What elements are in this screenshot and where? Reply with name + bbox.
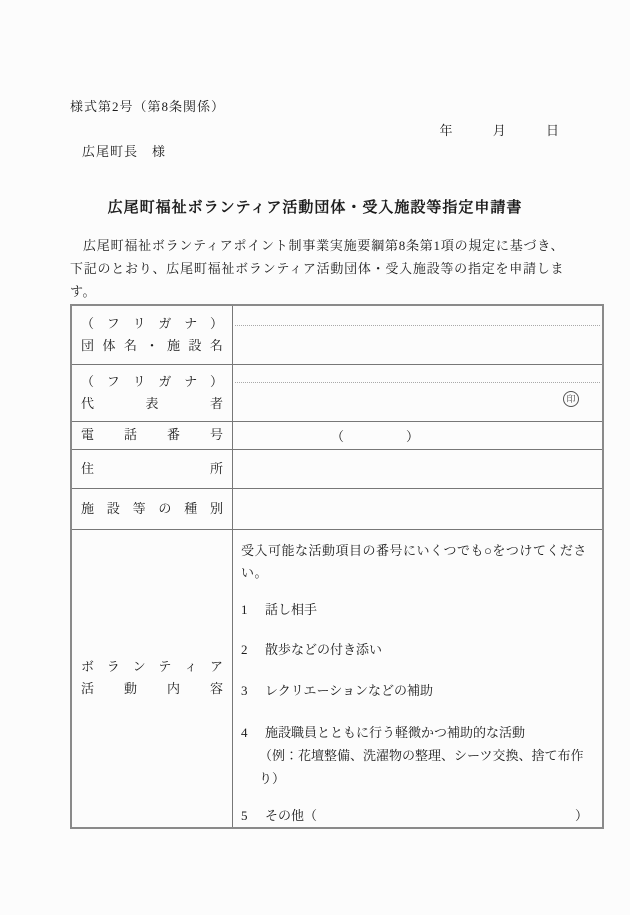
activity-item-number: 5 [241, 807, 248, 823]
form-number: 様式第2号（第8条関係） [70, 99, 226, 114]
date-year-label: 年 [439, 123, 453, 138]
activity-item-number: 2 [241, 641, 248, 657]
facility-type-value-cell [233, 488, 604, 529]
activity-label-line1: ボ ラ ン テ ィ ア [81, 659, 223, 674]
facility-type-label-cell [71, 488, 233, 529]
activity-item [241, 722, 594, 744]
phone-label: 電 話 番 号 [81, 427, 223, 442]
activity-item-text: 施設職員とともに行う軽微かつ補助的な活動 [265, 724, 526, 740]
activity-item-text: 話し相手 [265, 601, 318, 617]
activity-item-example-note: （例：花壇整備、洗濯物の整理、シーツ交換、捨て布作り） [259, 747, 584, 786]
activity-item-text: その他（ [265, 807, 318, 823]
phone-label-cell [71, 421, 233, 449]
document-title: 広尾町福祉ボランティア活動団体・受入施設等指定申請書 [107, 200, 523, 216]
activity-item [241, 805, 594, 827]
representative-label-cell [71, 364, 233, 421]
representative-value-cell [233, 364, 604, 421]
activity-label-line2: 活 動 内 容 [81, 681, 223, 696]
organization-name-label: 団 体 名 ・ 施 設 名 [81, 337, 223, 353]
facility-type-label: 施 設 等 の 種 別 [81, 500, 223, 516]
organization-furigana-label: （ フ リ ガ ナ ） [81, 315, 223, 331]
activity-item [241, 599, 594, 621]
organization-value-cell [233, 305, 604, 364]
addressee: 広尾町長 様 [82, 144, 167, 159]
activity-instruction: 受入可能な活動項目の番号にいくつでも○をつけてください。 [241, 542, 587, 580]
activity-item-number: 1 [241, 601, 248, 617]
application-table [70, 304, 604, 829]
table-row-facility-type [71, 488, 603, 529]
table-row-activity [71, 529, 603, 828]
activity-item [241, 680, 594, 702]
activity-label-cell [71, 529, 233, 828]
furigana-divider-rule [235, 382, 600, 383]
body-paragraph: 広尾町福祉ボランティアポイント制事業実施要綱第8条第1項の規定に基づき、下記のとおり、広尾町福祉ボランティア活動団体・受入施設等の指定を申請します。 [70, 238, 564, 299]
activity-item [241, 639, 594, 661]
date-line [402, 120, 559, 139]
seal-mark-icon: 印 [563, 391, 579, 407]
furigana-divider-rule [235, 325, 600, 326]
activity-item-text: 散歩などの付き添い [265, 641, 383, 657]
address-label: 住 所 [81, 460, 223, 476]
representative-furigana-label: （ フ リ ガ ナ ） [81, 373, 223, 389]
date-day-label: 日 [545, 123, 559, 138]
activity-value-cell [233, 529, 604, 828]
activity-item-close-paren: ） [574, 807, 588, 823]
table-row-address [71, 449, 603, 488]
phone-value-cell [233, 421, 604, 449]
address-label-cell [71, 449, 233, 488]
date-month-label: 月 [492, 123, 506, 138]
organization-label-cell [71, 305, 233, 364]
activity-item-text: レクリエーションなどの補助 [265, 682, 433, 698]
representative-name-label: 代 表 者 [81, 395, 223, 411]
phone-parentheses: （ ） [331, 428, 422, 444]
address-value-cell [233, 449, 604, 488]
table-row-organization [71, 305, 603, 364]
table-row-phone [71, 421, 603, 449]
activity-item-number: 4 [241, 724, 248, 740]
activity-item-number: 3 [241, 682, 248, 698]
table-row-representative [71, 364, 603, 421]
